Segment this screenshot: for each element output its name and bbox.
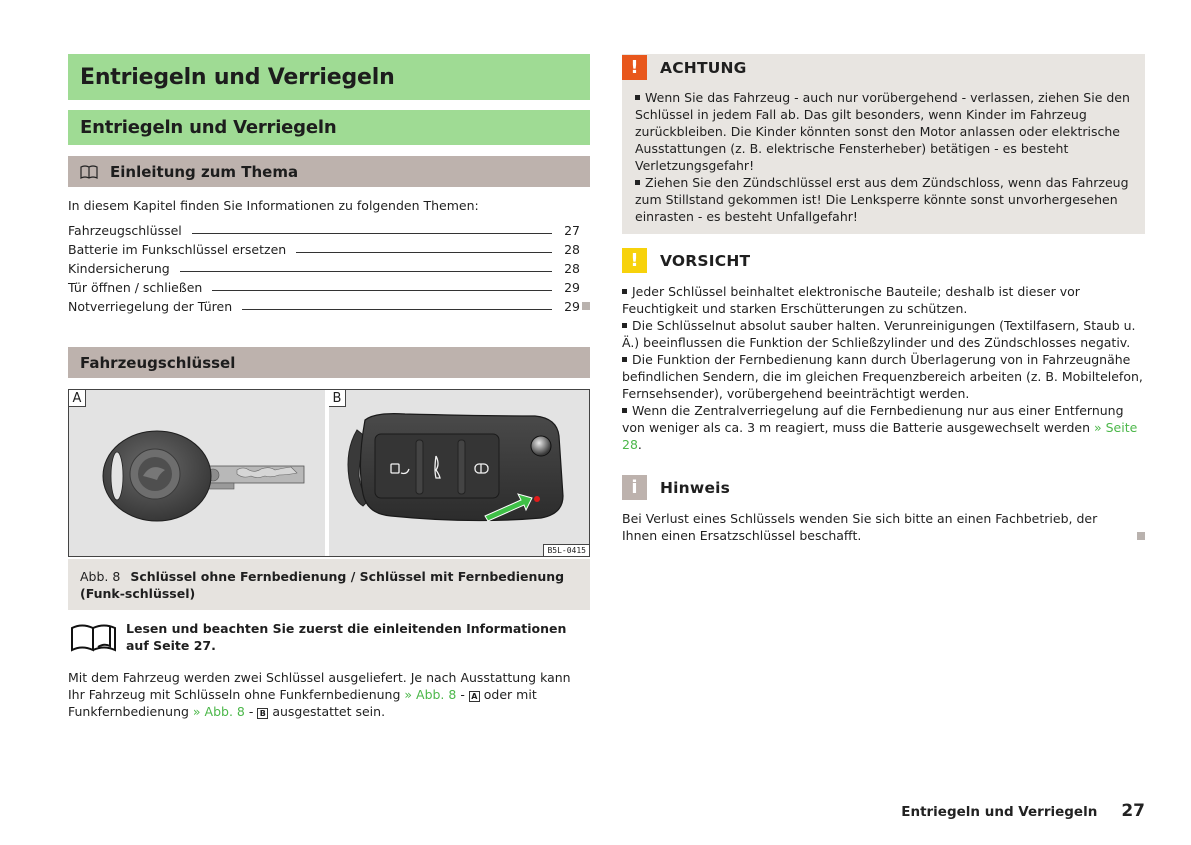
body-text: Mit dem Fahrzeug werden zwei Schlüssel ausgeliefert. Je nach Ausstattung kann Ihr Fahrzeug mit Schlüsseln ohne Funkfernbedienung	[68, 670, 571, 702]
vorsicht-item	[622, 317, 1145, 351]
left-column	[68, 54, 590, 720]
right-column	[622, 54, 1145, 544]
hinweis-body	[622, 510, 1145, 544]
warning-icon: !	[622, 55, 647, 80]
intro-section-title: Einleitung zum Thema	[110, 162, 299, 181]
toc-item[interactable]	[68, 276, 590, 295]
achtung-item-text: Wenn Sie das Fahrzeug - auch nur vorübergehend - verlassen, ziehen Sie den Schlüssel in jedem Fall ab. Das gilt besonders, wenn Kinder im Fahrzeug zurückbleiben. Die Kinder könnten sonst den Motor anlassen oder elektrische Ausstattungen (z. B. elektrische Fensterheber) betätigen - es besteht Verletzungsgefahr!	[635, 90, 1130, 173]
toc-item[interactable]	[68, 295, 590, 314]
separator: -	[244, 704, 258, 719]
toc-item-title[interactable]: Tür öffnen / schließen	[68, 280, 203, 295]
hinweis-title: Hinweis	[660, 478, 731, 497]
toc-item-page[interactable]: 28	[564, 242, 580, 257]
achtung-item-text: Ziehen Sie den Zündschlüssel erst aus dem Zündschloss, wenn das Fahrzeug zum Stillstand gekommen ist! Die Lenksperre könnte sonst unvorhergesehen einrasten - es besteht Unfallgefahr!	[635, 175, 1129, 224]
achtung-header	[622, 54, 1145, 81]
vorsicht-item-text: Die Schlüsselnut absolut sauber halten. Verunreinigungen (Textilfasern, Staub u. Ä.) beeinflussen die Funktion der Schließzylinder und des Zündschlosses negativ.	[622, 318, 1136, 350]
intro-section-header	[68, 156, 590, 187]
vorsicht-body	[622, 283, 1145, 453]
toc-item-page[interactable]: 27	[564, 223, 580, 238]
read-first-text: Lesen und beachten Sie zuerst die einleitenden Informationen auf Seite 27.	[126, 621, 567, 653]
toc-leader	[192, 233, 552, 234]
achtung-box	[622, 54, 1145, 234]
panel-b-label: B	[329, 390, 346, 407]
figure-link-b[interactable]: » Abb. 8	[192, 704, 245, 719]
vorsicht-item-text: Wenn die Zentralverriegelung auf die Fernbedienung nur aus einer Entfernung von weniger als ca. 3 m reagiert, muss die Batterie ausgewechselt werden	[622, 403, 1124, 435]
toc-item[interactable]	[68, 238, 590, 257]
toc-item-page[interactable]: 29	[564, 280, 580, 295]
toc-item-title[interactable]: Notverriegelung der Türen	[68, 299, 233, 314]
key-description	[68, 669, 590, 720]
punctuation: .	[637, 437, 642, 452]
bullet-icon	[622, 323, 627, 328]
intro-text: In diesem Kapitel finden Sie Informationen zu folgenden Themen:	[68, 198, 479, 213]
achtung-item	[635, 174, 1133, 225]
figure-code: B5L-0415	[543, 544, 589, 556]
figure-title: Schlüssel ohne Fernbedienung / Schlüssel mit Fernbedienung (Funk-schlüssel)	[80, 569, 565, 601]
achtung-title: ACHTUNG	[660, 58, 747, 77]
achtung-item	[635, 89, 1133, 174]
toc-item-title[interactable]: Fahrzeugschlüssel	[68, 223, 182, 238]
section-heading: Entriegeln und Verriegeln	[68, 110, 590, 145]
separator: -	[456, 687, 469, 702]
toc-leader	[180, 271, 552, 272]
bullet-icon	[622, 289, 627, 294]
section-end-marker	[582, 302, 590, 310]
info-icon: i	[622, 475, 647, 500]
figure-link-a[interactable]: » Abb. 8	[404, 687, 457, 702]
achtung-body	[622, 81, 1145, 225]
read-first-notice	[68, 620, 590, 654]
key-section-header: Fahrzeugschlüssel	[68, 347, 590, 378]
vorsicht-item-text: Jeder Schlüssel beinhaltet elektronische Bauteile; deshalb ist dieser vor Feuchtigkeit und starken Erschütterungen zu schützen.	[622, 284, 1080, 316]
figure-caption	[68, 559, 590, 610]
figure-number: Abb. 8	[80, 569, 121, 584]
page-footer	[901, 801, 1145, 821]
book-icon	[80, 165, 98, 179]
body-text: ausgestattet sein.	[268, 704, 386, 719]
toc-item-page[interactable]: 29	[564, 299, 580, 314]
bullet-icon	[622, 357, 627, 362]
open-book-icon	[70, 622, 118, 652]
caution-icon: !	[622, 248, 647, 273]
hinweis-text: Bei Verlust eines Schlüssels wenden Sie sich bitte an einen Fachbetrieb, der Ihnen einen Ersatzschlüssel beschafft.	[622, 511, 1098, 543]
toc-item[interactable]	[68, 219, 590, 238]
vorsicht-header	[622, 247, 1145, 274]
chapter-heading: Entriegeln und Verriegeln	[68, 54, 590, 100]
toc-item[interactable]	[68, 257, 590, 276]
key-figure	[68, 389, 590, 557]
section-end-marker	[1137, 532, 1145, 540]
vorsicht-item	[622, 351, 1145, 402]
toc-item-title[interactable]: Kindersicherung	[68, 261, 170, 276]
figure-panel-b	[329, 390, 589, 556]
toc-item-page[interactable]: 28	[564, 261, 580, 276]
toc-item-title[interactable]: Batterie im Funkschlüssel ersetzen	[68, 242, 287, 257]
page-link[interactable]: » Seite 28	[622, 420, 1138, 452]
hinweis-header	[622, 474, 1145, 501]
box-label-b: B	[257, 708, 268, 719]
toc-leader	[296, 252, 552, 253]
remote-key-image	[329, 390, 587, 556]
vorsicht-item	[622, 402, 1145, 453]
toc-leader	[212, 290, 552, 291]
page-number: 27	[1121, 801, 1145, 821]
vorsicht-section	[622, 247, 1145, 453]
footer-chapter-title: Entriegeln und Verriegeln	[901, 804, 1098, 820]
bullet-icon	[622, 408, 627, 413]
body-text: oder mit Funkfernbedienung	[68, 687, 537, 719]
hinweis-section	[622, 474, 1145, 544]
vorsicht-item	[622, 283, 1145, 317]
panel-a-label: A	[69, 390, 86, 407]
bullet-icon	[635, 95, 640, 100]
figure-panel-a	[69, 390, 329, 556]
vorsicht-title: VORSICHT	[660, 251, 751, 270]
vorsicht-item-text: Die Funktion der Fernbedienung kann durch Überlagerung von in Fahrzeugnähe befindlichen Sendern, die im gleichen Frequenzbereich arbeiten (z. B. Mobiltelefon, Fernsehsender), vorübergehend beeinträchtigt werden.	[622, 352, 1143, 401]
bullet-icon	[635, 180, 640, 185]
box-label-a: A	[469, 691, 480, 702]
table-of-contents	[68, 219, 590, 314]
key-without-remote-image	[69, 390, 325, 556]
toc-leader	[242, 309, 552, 310]
